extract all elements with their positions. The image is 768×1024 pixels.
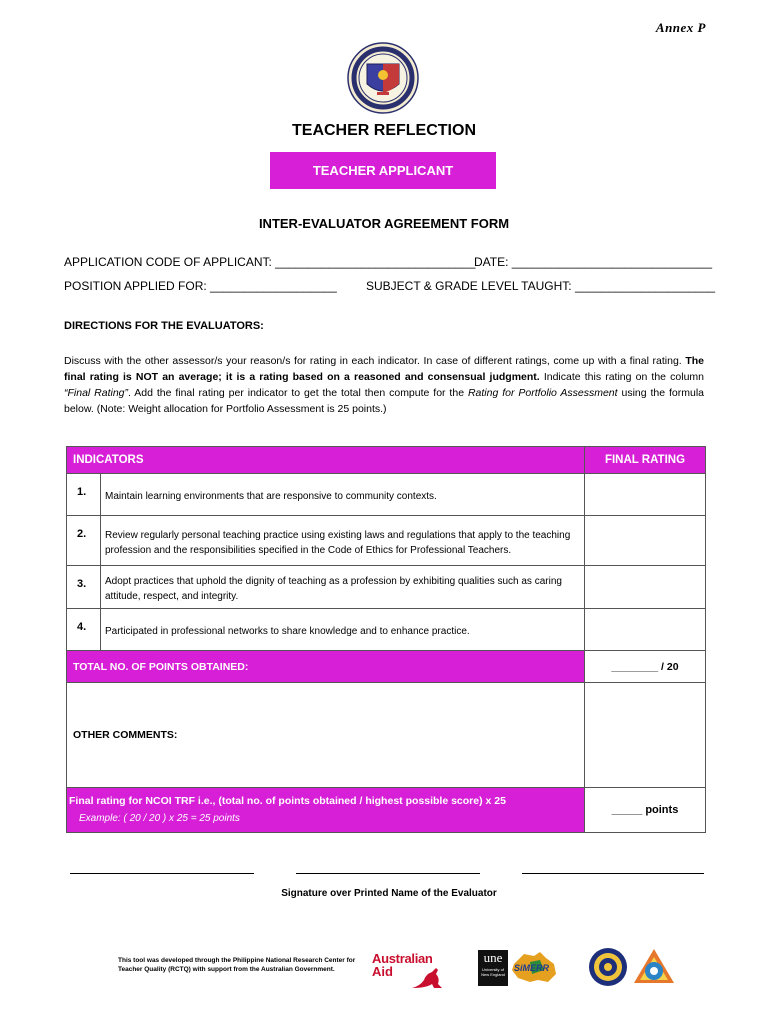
comments-rating-cell[interactable]: [585, 683, 706, 788]
deped-seal-icon: [347, 42, 419, 114]
une-subtext: University of New England: [481, 967, 505, 977]
signature-label: Signature over Printed Name of the Evaluator: [281, 888, 497, 899]
indicator-text: Maintain learning environments that are responsive to community contexts.: [101, 474, 585, 516]
annex-label: Annex P: [655, 20, 706, 35]
indicator-text: Adopt practices that uphold the dignity of teaching as a profession by exhibiting qualities such as caring attitude, respect, and integrity.: [101, 566, 585, 609]
final-rating-formula: [67, 788, 585, 833]
table-row: [67, 566, 706, 609]
date-field[interactable]: DATE: ______________________________: [474, 255, 712, 269]
total-label: TOTAL NO. OF POINTS OBTAINED:: [67, 651, 585, 683]
directions-bold: The final rating is NOT an average; it is a rating based on a reasoned and consensual judgment.: [64, 355, 704, 383]
indicator-number: 3.: [67, 566, 101, 609]
final-rating-example: Example: ( 20 / 20 ) x 25 = 25 points: [79, 813, 240, 824]
simerr-text: SiMERR: [514, 963, 550, 973]
indicator-text: Participated in professional networks to share knowledge and to enhance practice.: [101, 609, 585, 651]
directions-heading: DIRECTIONS FOR THE EVALUATORS:: [64, 320, 264, 332]
application-code-field[interactable]: APPLICATION CODE OF APPLICANT: ______________________________: [64, 255, 476, 269]
directions-text: [64, 353, 704, 417]
total-value[interactable]: ________ / 20: [585, 651, 706, 683]
page-title: TEACHER REFLECTION: [292, 122, 476, 139]
header-indicators: INDICATORS: [67, 447, 585, 474]
form-title: INTER-EVALUATOR AGREEMENT FORM: [258, 216, 510, 231]
final-rating-row: [67, 788, 706, 833]
australian-aid-logo: [372, 952, 444, 992]
signature-line-2[interactable]: [296, 873, 480, 874]
final-rating-cell[interactable]: [585, 516, 706, 566]
comments-label[interactable]: OTHER COMMENTS:: [67, 683, 585, 788]
rating-table: [66, 446, 706, 833]
directions-part2: Indicate this rating on the column: [539, 371, 704, 383]
total-row: [67, 651, 706, 683]
indicator-text: Review regularly personal teaching practice using existing laws and regulations that apply to the teaching profession and the responsibilities specified in the Code of Ethics for Professional Teachers.: [101, 516, 585, 566]
signature-line-3[interactable]: [522, 873, 704, 874]
directions-portfolio: Rating for Portfolio Assessment: [467, 387, 618, 399]
applicant-banner-label: TEACHER APPLICANT: [312, 163, 454, 178]
final-rating-cell[interactable]: [585, 609, 706, 651]
signature-line-1[interactable]: [70, 873, 254, 874]
final-points-value[interactable]: _____ points: [585, 788, 706, 833]
table-row: [67, 474, 706, 516]
final-rating-cell[interactable]: [585, 566, 706, 609]
table-header: [67, 447, 706, 474]
table-row: [67, 609, 706, 651]
rctq-logo-icon: [632, 947, 676, 987]
une-block: [478, 950, 508, 986]
aid-line2: Aid: [372, 964, 393, 979]
kangaroo-icon: [410, 966, 444, 990]
indicator-number: 1.: [67, 474, 101, 516]
final-rating-label: Final rating for NCOI TRF i.e., (total no. of points obtained / highest possible score) x 25: [69, 795, 506, 807]
directions-final-rating: “Final Rating”: [64, 387, 129, 399]
final-rating-cell[interactable]: [585, 474, 706, 516]
directions-part4: using the formula below. (Note: Weight allocation for Portfolio Assessment is 25 points.): [64, 387, 704, 415]
header-final-rating: FINAL RATING: [585, 447, 706, 474]
position-field[interactable]: POSITION APPLIED FOR: ___________________: [64, 279, 337, 293]
directions-part1: Discuss with the other assessor/s your reason/s for rating in each indicator. In case of different ratings, come up with a final rating.: [64, 355, 686, 367]
indicator-number: 4.: [67, 609, 101, 651]
une-text: une: [483, 950, 503, 965]
subject-grade-field[interactable]: SUBJECT & GRADE LEVEL TAUGHT: _____________________: [366, 279, 716, 293]
comments-row: [67, 683, 706, 788]
aid-line1: Australian: [372, 951, 433, 966]
indicator-number: 2.: [67, 516, 101, 566]
university-seal-icon: [588, 947, 628, 987]
applicant-banner: [270, 152, 496, 189]
footnote: This tool was developed through the Philippine National Research Center for Teacher Quality (RCTQ) with support from the Australian Government.: [118, 957, 356, 973]
directions-part3: . Add the final rating per indicator to get the total then compute for the: [128, 387, 468, 399]
une-simerr-logo: [478, 950, 560, 990]
table-row: [67, 516, 706, 566]
